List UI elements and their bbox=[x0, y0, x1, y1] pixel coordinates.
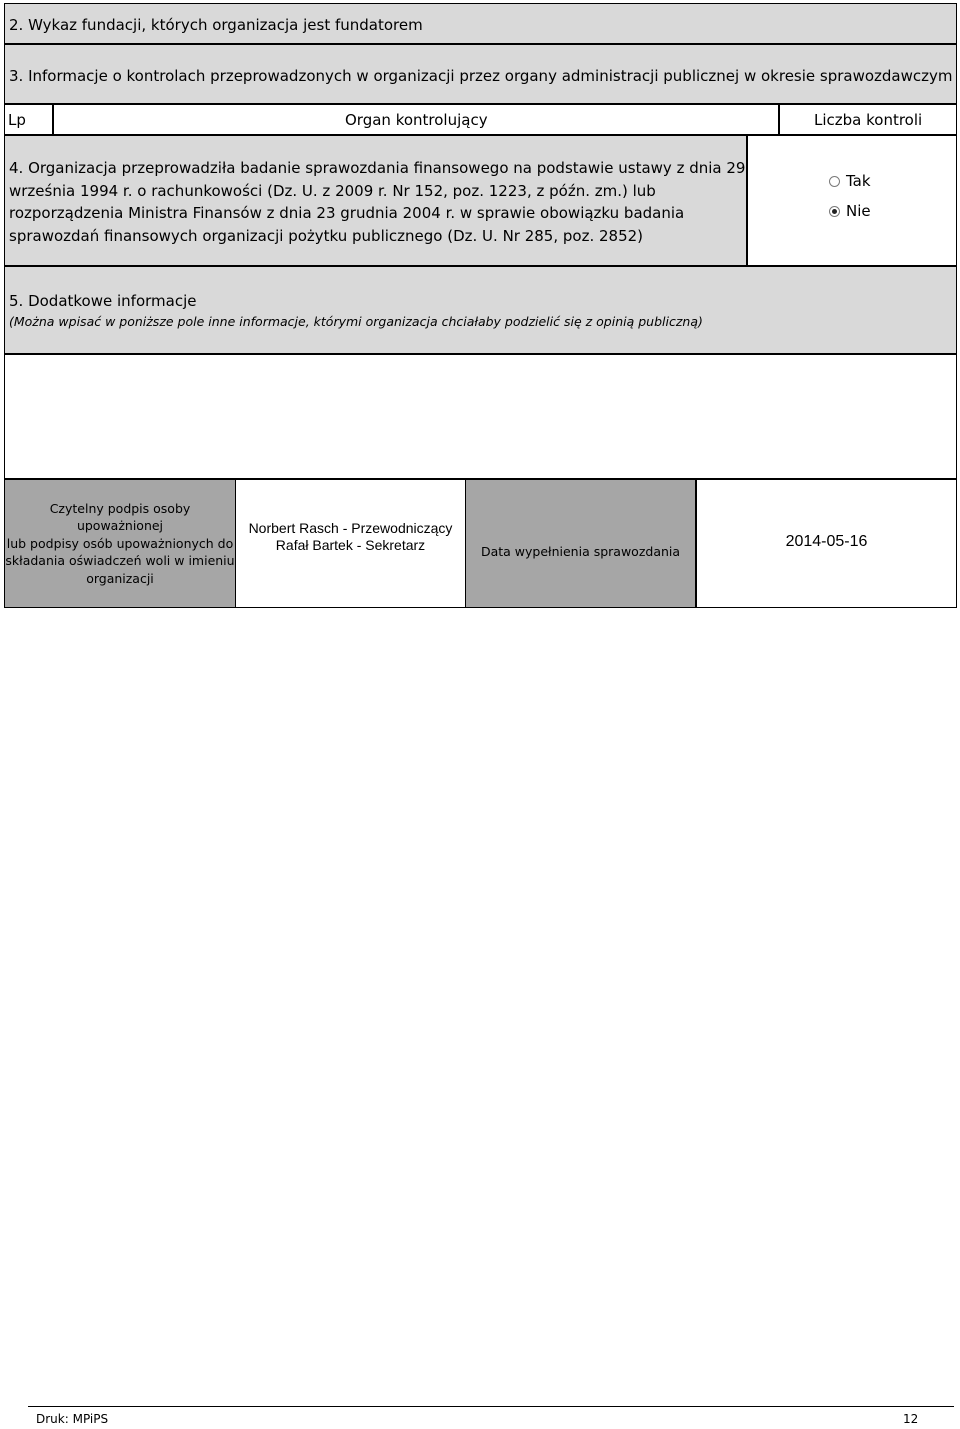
signature-label-line-1: Czytelny podpis osoby upoważnionej bbox=[49, 500, 191, 534]
footer-print-label: Druk: MPiPS bbox=[36, 1412, 109, 1426]
date-label-cell bbox=[465, 479, 696, 608]
section-2-header bbox=[4, 3, 957, 44]
col-count-header bbox=[779, 104, 957, 135]
date-value-cell bbox=[696, 479, 957, 608]
radio-tak[interactable] bbox=[829, 172, 871, 190]
col-organ-header bbox=[53, 104, 779, 135]
date-label: Data wypełnienia sprawozdania bbox=[480, 544, 681, 559]
section-4-answer bbox=[747, 135, 957, 266]
signer-2: Rafał Bartek - Sekretarz bbox=[275, 536, 426, 553]
radio-nie-label: Nie bbox=[846, 202, 871, 220]
col-count-label: Liczba kontroli bbox=[814, 111, 923, 129]
section-5-subtitle: (Można wpisać w poniższe pole inne informacje, którymi organizacja chciałaby podzielić się z opinią publiczną) bbox=[9, 314, 703, 329]
signers-cell bbox=[236, 479, 465, 608]
col-organ-label: Organ kontrolujący bbox=[345, 111, 488, 129]
signature-label-line-2: lub podpisy osób upoważnionych do bbox=[6, 535, 234, 551]
signature-label-cell bbox=[4, 479, 236, 608]
section-4-question bbox=[4, 135, 747, 266]
section-2-title: 2. Wykaz fundacji, których organizacja jest fundatorem bbox=[9, 16, 423, 34]
footer-page-number: 12 bbox=[903, 1412, 919, 1426]
col-lp-header bbox=[4, 104, 53, 135]
additional-info-field[interactable] bbox=[4, 354, 957, 479]
date-value: 2014-05-16 bbox=[785, 532, 868, 550]
section-4-line-2: września 1994 r. o rachunkowości (Dz. U. z 2009 r. Nr 152, poz. 1223, z późn. zm.) lub bbox=[9, 182, 656, 200]
signer-1: Norbert Rasch - Przewodniczący bbox=[248, 519, 453, 536]
radio-tak-circle[interactable] bbox=[829, 176, 840, 187]
section-5-header bbox=[4, 266, 957, 354]
section-5-title: 5. Dodatkowe informacje bbox=[9, 292, 197, 310]
footer-rule bbox=[28, 1406, 954, 1407]
signature-label-line-4: organizacji bbox=[86, 570, 154, 586]
col-lp-label: Lp bbox=[8, 111, 26, 129]
section-4-line-1: 4. Organizacja przeprowadziła badanie sprawozdania finansowego na podstawie ustawy z dnia 29 bbox=[9, 159, 746, 177]
section-4-line-4: sprawozdań finansowych organizacji pożytku publicznego (Dz. U. Nr 285, poz. 2852) bbox=[9, 227, 644, 245]
signature-label-line-3: składania oświadczeń woli w imieniu bbox=[5, 553, 235, 569]
radio-nie-circle[interactable] bbox=[829, 206, 840, 217]
radio-nie[interactable] bbox=[829, 202, 871, 220]
section-3-title: 3. Informacje o kontrolach przeprowadzonych w organizacji przez organy administracji publicznej w okresie sprawozdawczym bbox=[9, 67, 953, 85]
radio-tak-label: Tak bbox=[846, 172, 871, 190]
section-4-line-3: rozporządzenia Ministra Finansów z dnia 23 grudnia 2004 r. w sprawie obowiązku badania bbox=[9, 204, 685, 222]
section-3-header bbox=[4, 44, 957, 104]
